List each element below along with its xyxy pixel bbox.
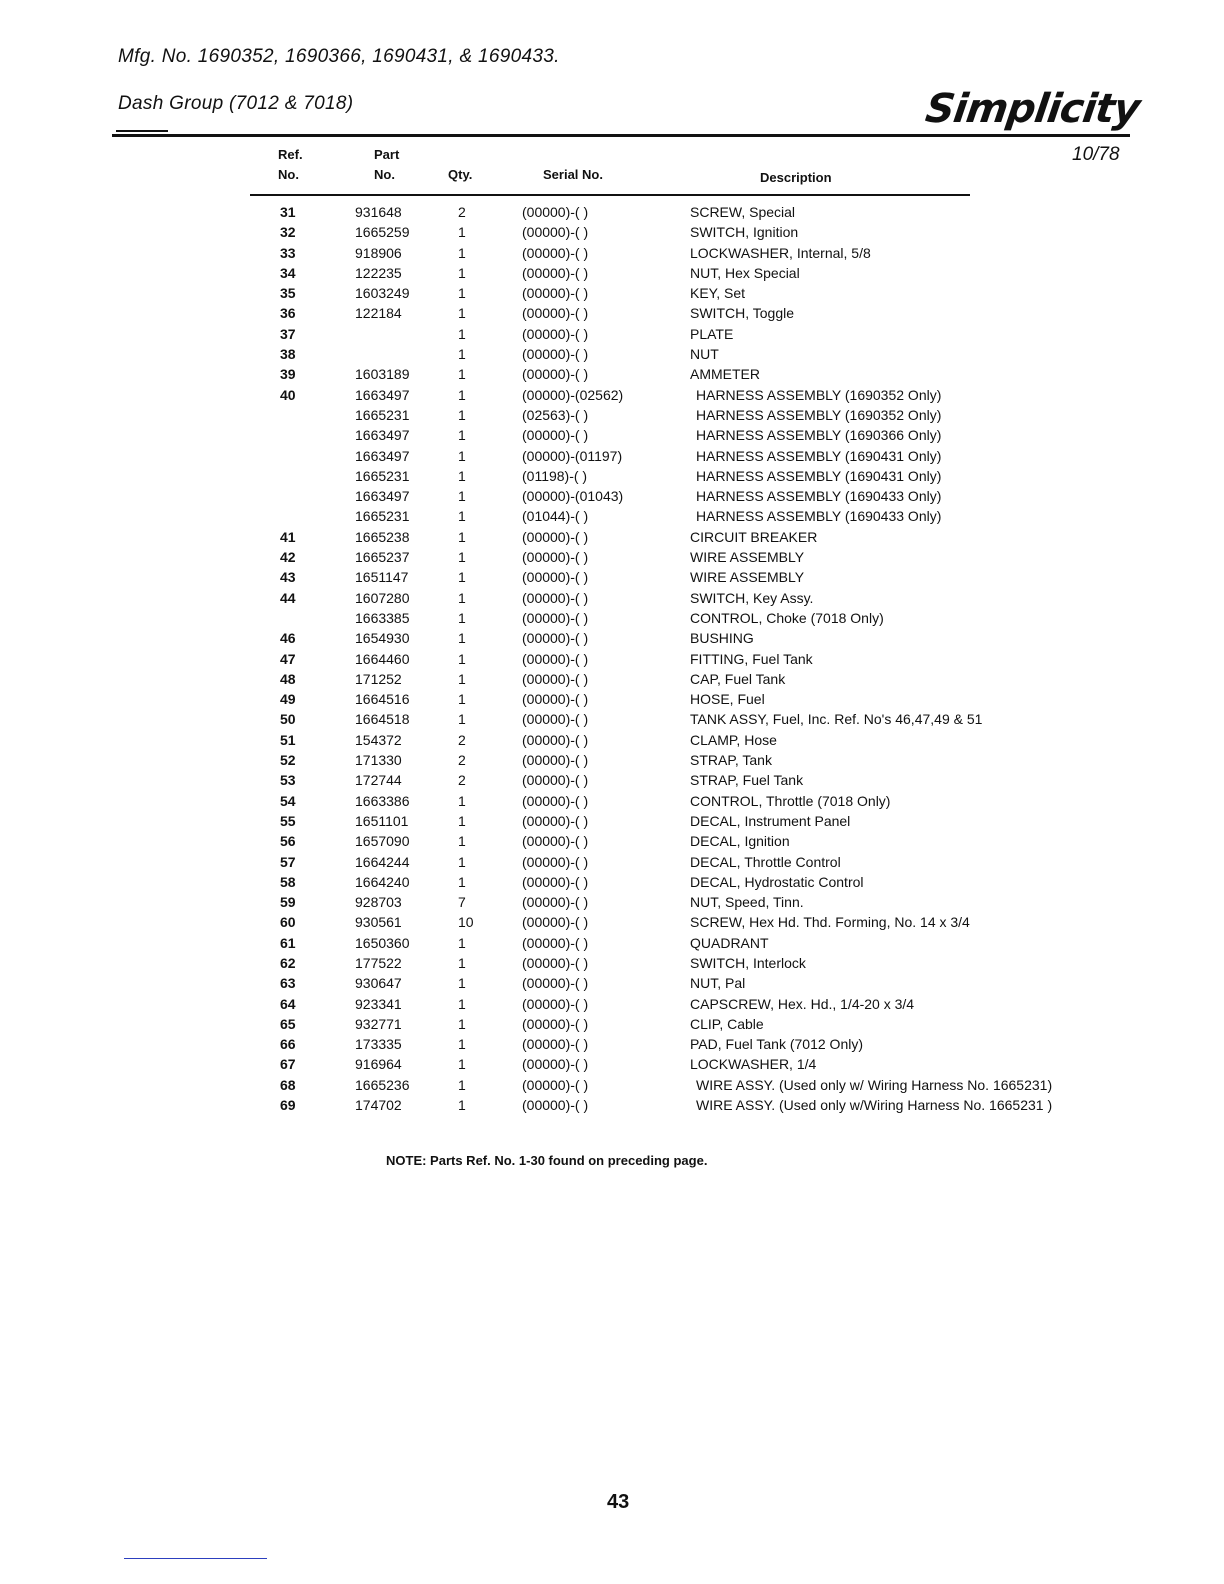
description: HARNESS ASSEMBLY (1690352 Only): [696, 406, 942, 423]
serial-range: (00000)-( ): [522, 975, 589, 992]
ref-number: 44: [280, 589, 296, 606]
part-number: 1665238: [355, 528, 410, 545]
table-row: [0, 1014, 1224, 1034]
quantity: 1: [458, 244, 466, 261]
quantity: 1: [458, 873, 466, 890]
serial-range: (02563)-( ): [522, 406, 589, 423]
description: PLATE: [690, 325, 734, 342]
description: AMMETER: [690, 366, 760, 383]
table-row: [0, 1095, 1224, 1115]
quantity: 1: [458, 1015, 466, 1032]
ref-number: 43: [280, 569, 296, 586]
part-number: 1664516: [355, 691, 410, 708]
description: SWITCH, Key Assy.: [690, 589, 814, 606]
ref-number: 55: [280, 812, 296, 829]
part-number: 1663386: [355, 792, 410, 809]
column-header-part-line2: No.: [374, 167, 395, 182]
part-number: 1665259: [355, 224, 410, 241]
table-row: [0, 405, 1224, 425]
serial-range: (00000)-( ): [522, 366, 589, 383]
table-row: [0, 669, 1224, 689]
part-number: 918906: [355, 244, 402, 261]
description: TANK ASSY, Fuel, Inc. Ref. No's 46,47,49 & 51: [690, 711, 983, 728]
table-row: [0, 1034, 1224, 1054]
serial-range: (00000)-( ): [522, 772, 589, 789]
serial-range: (00000)-( ): [522, 630, 589, 647]
quantity: 1: [458, 528, 466, 545]
column-header-qty: Qty.: [448, 167, 473, 182]
ref-number: 42: [280, 549, 296, 566]
quantity: 1: [458, 954, 466, 971]
quantity: 1: [458, 1056, 466, 1073]
serial-range: (00000)-( ): [522, 812, 589, 829]
table-row: [0, 344, 1224, 364]
part-number: 1654930: [355, 630, 410, 647]
ref-number: 46: [280, 630, 296, 647]
part-number: 923341: [355, 995, 402, 1012]
footer-link-line: [124, 1558, 267, 1559]
part-number: 1650360: [355, 934, 410, 951]
ref-number: 51: [280, 731, 296, 748]
part-number: 1664244: [355, 853, 410, 870]
serial-range: (00000)-( ): [522, 528, 589, 545]
part-number: 173335: [355, 1036, 402, 1053]
serial-range: (00000)-( ): [522, 285, 589, 302]
column-header-rule: [250, 194, 970, 196]
table-row: [0, 324, 1224, 344]
serial-range: (00000)-( ): [522, 792, 589, 809]
serial-range: (00000)-( ): [522, 1036, 589, 1053]
serial-range: (00000)-( ): [522, 914, 589, 931]
table-row: [0, 628, 1224, 648]
part-number: 1664460: [355, 650, 410, 667]
description: NUT, Speed, Tinn.: [690, 894, 804, 911]
table-row: [0, 852, 1224, 872]
serial-range: (00000)-( ): [522, 204, 589, 220]
quantity: 1: [458, 691, 466, 708]
ref-number: 53: [280, 772, 296, 789]
table-row: [0, 466, 1224, 486]
serial-range: (00000)-( ): [522, 1097, 589, 1114]
serial-range: (00000)-( ): [522, 995, 589, 1012]
table-row: [0, 547, 1224, 567]
description: CAPSCREW, Hex. Hd., 1/4-20 x 3/4: [690, 995, 915, 1012]
table-row: [0, 608, 1224, 628]
parts-table: [0, 202, 1224, 1115]
page-number: 43: [607, 1491, 630, 1513]
serial-range: (00000)-( ): [522, 650, 589, 667]
serial-range: (00000)-(02562): [522, 386, 624, 403]
description: HARNESS ASSEMBLY (1690431 Only): [696, 467, 942, 484]
table-row: [0, 1075, 1224, 1095]
description: SWITCH, Toggle: [690, 305, 794, 322]
issue-date: 10/78: [1072, 144, 1120, 165]
quantity: 1: [458, 488, 466, 505]
description: HARNESS ASSEMBLY (1690352 Only): [696, 386, 942, 403]
description: SWITCH, Ignition: [690, 224, 799, 241]
description: HARNESS ASSEMBLY (1690431 Only): [696, 447, 942, 464]
serial-range: (00000)-( ): [522, 752, 589, 769]
ref-number: 36: [280, 305, 296, 322]
ref-number: 49: [280, 691, 296, 708]
serial-range: (00000)-( ): [522, 691, 589, 708]
table-row: [0, 872, 1224, 892]
table-row: [0, 486, 1224, 506]
quantity: 1: [458, 833, 466, 850]
table-row: [0, 730, 1224, 750]
ref-number: 39: [280, 366, 296, 383]
description: WIRE ASSY. (Used only w/Wiring Harness No. 1665231 ): [696, 1097, 1053, 1114]
table-row: [0, 303, 1224, 323]
quantity: 1: [458, 995, 466, 1012]
serial-range: (00000)-( ): [522, 549, 589, 566]
description: DECAL, Throttle Control: [690, 853, 841, 870]
serial-range: (00000)-( ): [522, 670, 589, 687]
quantity: 1: [458, 447, 466, 464]
serial-range: (00000)-( ): [522, 305, 589, 322]
ref-number: 38: [280, 346, 296, 363]
ref-number: 50: [280, 711, 296, 728]
description: LOCKWASHER, Internal, 5/8: [690, 244, 871, 261]
part-number: 122184: [355, 305, 402, 322]
serial-range: (00000)-( ): [522, 244, 589, 261]
quantity: 1: [458, 305, 466, 322]
description: CIRCUIT BREAKER: [690, 528, 818, 545]
table-row: [0, 892, 1224, 912]
part-number: 1665231: [355, 406, 410, 423]
ref-number: 33: [280, 244, 296, 261]
ref-number: 68: [280, 1076, 296, 1093]
description: NUT: [690, 346, 719, 363]
part-number: 1663497: [355, 488, 410, 505]
part-number: 1651101: [355, 812, 409, 829]
column-header-serial: Serial No.: [543, 167, 603, 182]
quantity: 1: [458, 366, 466, 383]
footnote: NOTE: Parts Ref. No. 1-30 found on preceding page.: [386, 1153, 708, 1168]
table-row: [0, 222, 1224, 242]
part-number: 1663497: [355, 447, 410, 464]
ref-number: 54: [280, 792, 296, 809]
ref-number: 62: [280, 954, 296, 971]
part-number: 1603189: [355, 366, 410, 383]
ref-number: 34: [280, 264, 296, 281]
part-number: 1665237: [355, 549, 410, 566]
quantity: 1: [458, 589, 466, 606]
table-row: [0, 243, 1224, 263]
quantity: 1: [458, 346, 466, 363]
table-row: [0, 506, 1224, 526]
quantity: 1: [458, 975, 466, 992]
part-number: 174702: [355, 1097, 402, 1114]
serial-range: (01044)-( ): [522, 508, 589, 525]
header-dash: [116, 130, 168, 132]
quantity: 1: [458, 386, 466, 403]
quantity: 2: [458, 752, 466, 769]
description: DECAL, Ignition: [690, 833, 790, 850]
description: LOCKWASHER, 1/4: [690, 1056, 817, 1073]
serial-range: (00000)-( ): [522, 346, 589, 363]
table-row: [0, 567, 1224, 587]
serial-range: (00000)-( ): [522, 224, 589, 241]
table-row: [0, 953, 1224, 973]
table-row: [0, 588, 1224, 608]
table-row: [0, 994, 1224, 1014]
description: SCREW, Hex Hd. Thd. Forming, No. 14 x 3/4: [690, 914, 970, 931]
table-row: [0, 202, 1224, 222]
quantity: 1: [458, 670, 466, 687]
part-number: 916964: [355, 1056, 402, 1073]
ref-number: 69: [280, 1097, 296, 1114]
column-header-part-line1: Part: [374, 147, 400, 162]
group-title: Dash Group (7012 & 7018): [118, 93, 354, 114]
ref-number: 66: [280, 1036, 296, 1053]
description: KEY, Set: [690, 285, 746, 302]
quantity: 1: [458, 934, 466, 951]
part-number: 1607280: [355, 589, 410, 606]
quantity: 7: [458, 894, 466, 911]
ref-number: 60: [280, 914, 296, 931]
description: SWITCH, Interlock: [690, 954, 806, 971]
brand-logo: Simplicity: [922, 86, 1143, 132]
part-number: 1603249: [355, 285, 410, 302]
table-row: [0, 933, 1224, 953]
description: DECAL, Hydrostatic Control: [690, 873, 864, 890]
description: WIRE ASSEMBLY: [690, 549, 805, 566]
description: BUSHING: [690, 630, 754, 647]
description: CLIP, Cable: [690, 1015, 764, 1032]
part-number: 1664518: [355, 711, 410, 728]
ref-number: 35: [280, 285, 296, 302]
description: STRAP, Fuel Tank: [690, 772, 804, 789]
serial-range: (00000)-( ): [522, 569, 589, 586]
quantity: 2: [458, 731, 466, 748]
quantity: 1: [458, 467, 466, 484]
quantity: 1: [458, 427, 466, 444]
part-number: 930561: [355, 914, 402, 931]
column-header-description: Description: [760, 170, 832, 185]
table-row: [0, 831, 1224, 851]
table-row: [0, 791, 1224, 811]
ref-number: 65: [280, 1015, 296, 1032]
quantity: 1: [458, 1097, 466, 1114]
description: STRAP, Tank: [690, 752, 772, 769]
part-number: 171330: [355, 752, 402, 769]
ref-number: 32: [280, 224, 296, 241]
description: WIRE ASSY. (Used only w/ Wiring Harness No. 1665231): [696, 1076, 1053, 1093]
description: HOSE, Fuel: [690, 691, 765, 708]
serial-range: (00000)-( ): [522, 954, 589, 971]
description: HARNESS ASSEMBLY (1690433 Only): [696, 508, 942, 525]
ref-number: 61: [280, 934, 296, 951]
quantity: 1: [458, 1076, 466, 1093]
description: NUT, Hex Special: [690, 264, 800, 281]
table-row: [0, 689, 1224, 709]
part-number: 171252: [355, 670, 402, 687]
quantity: 1: [458, 406, 466, 423]
quantity: 1: [458, 285, 466, 302]
serial-range: (00000)-( ): [522, 873, 589, 890]
serial-range: (00000)-( ): [522, 427, 589, 444]
ref-number: 41: [280, 528, 296, 545]
description: NUT, Pal: [690, 975, 746, 992]
quantity: 1: [458, 853, 466, 870]
ref-number: 64: [280, 995, 296, 1012]
ref-number: 52: [280, 752, 296, 769]
table-row: [0, 973, 1224, 993]
quantity: 10: [458, 914, 474, 931]
quantity: 1: [458, 325, 466, 342]
serial-range: (00000)-( ): [522, 833, 589, 850]
part-number: 1665231: [355, 467, 410, 484]
serial-range: (00000)-( ): [522, 1015, 589, 1032]
table-row: [0, 425, 1224, 445]
description: CAP, Fuel Tank: [690, 670, 786, 687]
table-row: [0, 750, 1224, 770]
column-header-ref-line1: Ref.: [278, 147, 303, 162]
description: HARNESS ASSEMBLY (1690433 Only): [696, 488, 942, 505]
table-row: [0, 811, 1224, 831]
serial-range: (00000)-( ): [522, 609, 589, 626]
part-number: 122235: [355, 264, 402, 281]
serial-range: (00000)-( ): [522, 1076, 589, 1093]
description: WIRE ASSEMBLY: [690, 569, 805, 586]
quantity: 2: [458, 772, 466, 789]
quantity: 2: [458, 204, 466, 220]
quantity: 1: [458, 812, 466, 829]
table-row: [0, 364, 1224, 384]
quantity: 1: [458, 264, 466, 281]
quantity: 1: [458, 549, 466, 566]
part-number: 1663497: [355, 386, 410, 403]
table-row: [0, 649, 1224, 669]
part-number: 1664240: [355, 873, 410, 890]
description: HARNESS ASSEMBLY (1690366 Only): [696, 427, 942, 444]
ref-number: 40: [280, 386, 296, 403]
description: SCREW, Special: [690, 204, 796, 220]
quantity: 1: [458, 711, 466, 728]
description: PAD, Fuel Tank (7012 Only): [690, 1036, 864, 1053]
table-row: [0, 709, 1224, 729]
table-row: [0, 446, 1224, 466]
quantity: 1: [458, 1036, 466, 1053]
ref-number: 63: [280, 975, 296, 992]
quantity: 1: [458, 508, 466, 525]
quantity: 1: [458, 569, 466, 586]
serial-range: (00000)-(01197): [522, 447, 623, 464]
part-number: 930647: [355, 975, 402, 992]
part-number: 1663497: [355, 427, 410, 444]
part-number: 932771: [355, 1015, 402, 1032]
part-number: 1665236: [355, 1076, 410, 1093]
part-number: 172744: [355, 772, 402, 789]
serial-range: (00000)-( ): [522, 894, 589, 911]
table-row: [0, 770, 1224, 790]
ref-number: 48: [280, 670, 296, 687]
serial-range: (00000)-( ): [522, 325, 589, 342]
column-header-ref-line2: No.: [278, 167, 299, 182]
description: DECAL, Instrument Panel: [690, 812, 851, 829]
part-number: 928703: [355, 894, 402, 911]
table-row: [0, 527, 1224, 547]
table-row: [0, 385, 1224, 405]
serial-range: (00000)-( ): [522, 731, 589, 748]
column-header-part: [374, 145, 399, 185]
serial-range: (00000)-( ): [522, 264, 589, 281]
quantity: 1: [458, 630, 466, 647]
serial-range: (00000)-( ): [522, 934, 589, 951]
ref-number: 67: [280, 1056, 296, 1073]
header-rule: [112, 134, 1130, 137]
mfg-numbers: Mfg. No. 1690352, 1690366, 1690431, & 1690433.: [118, 46, 560, 67]
description: CLAMP, Hose: [690, 731, 777, 748]
table-row: [0, 263, 1224, 283]
serial-range: (00000)-(01043): [522, 488, 624, 505]
quantity: 1: [458, 224, 466, 241]
serial-range: (00000)-( ): [522, 853, 589, 870]
description: CONTROL, Choke (7018 Only): [690, 609, 884, 626]
part-number: 1663385: [355, 609, 410, 626]
ref-number: 47: [280, 650, 296, 667]
serial-range: (00000)-( ): [522, 711, 589, 728]
description: QUADRANT: [690, 934, 769, 951]
serial-range: (01198)-( ): [522, 467, 588, 484]
ref-number: 57: [280, 853, 296, 870]
ref-number: 58: [280, 873, 296, 890]
ref-number: 59: [280, 894, 296, 911]
column-header-ref: [278, 145, 303, 185]
ref-number: 56: [280, 833, 296, 850]
quantity: 1: [458, 792, 466, 809]
part-number: 1665231: [355, 508, 410, 525]
table-row: [0, 912, 1224, 932]
serial-range: (00000)-( ): [522, 1056, 589, 1073]
description: FITTING, Fuel Tank: [690, 650, 813, 667]
ref-number: 31: [280, 204, 296, 220]
table-row: [0, 1054, 1224, 1074]
part-number: 1651147: [355, 569, 409, 586]
part-number: 1657090: [355, 833, 410, 850]
quantity: 1: [458, 609, 466, 626]
part-number: 931648: [355, 204, 402, 220]
description: CONTROL, Throttle (7018 Only): [690, 792, 891, 809]
part-number: 177522: [355, 954, 402, 971]
ref-number: 37: [280, 325, 296, 342]
serial-range: (00000)-( ): [522, 589, 589, 606]
quantity: 1: [458, 650, 466, 667]
table-row: [0, 283, 1224, 303]
part-number: 154372: [355, 731, 402, 748]
